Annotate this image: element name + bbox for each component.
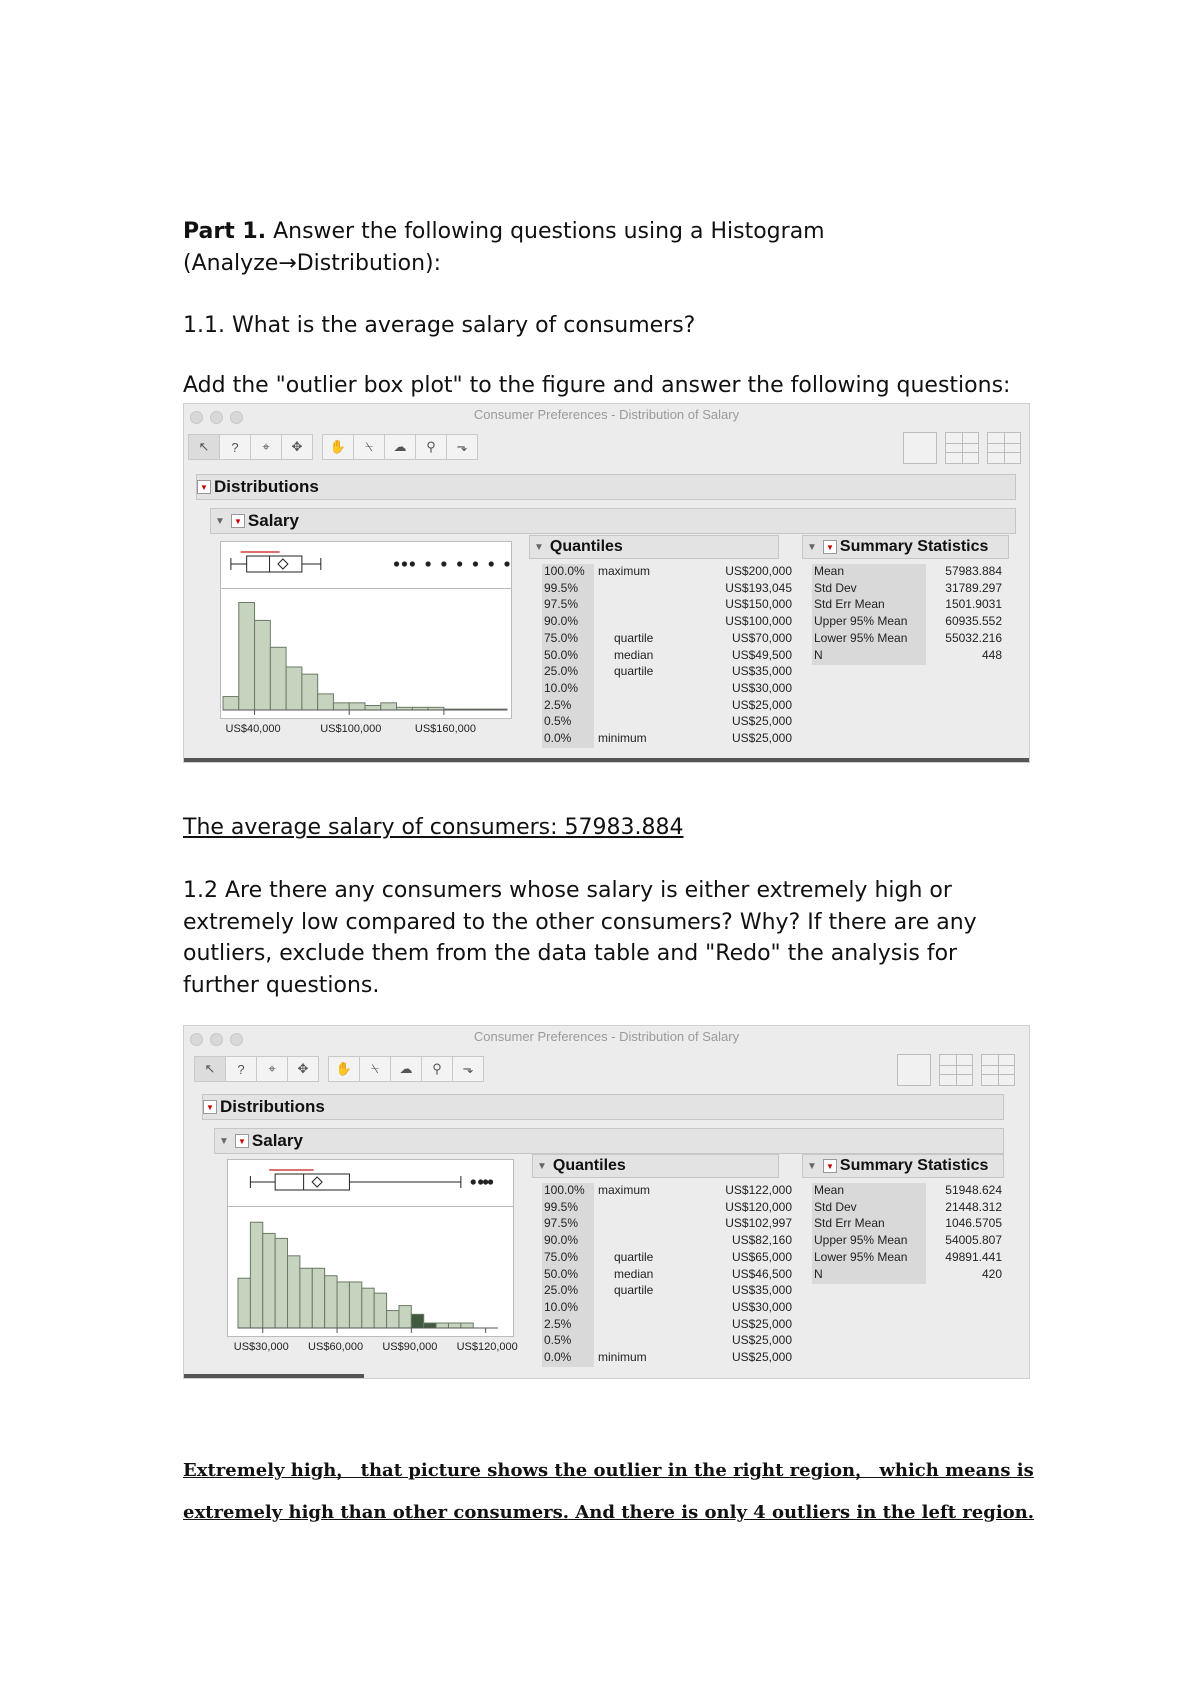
lasso-tool-icon[interactable]: ☁ — [384, 434, 416, 460]
quantile-label: median — [614, 1266, 654, 1281]
disclosure-triangle-icon[interactable]: ▼ — [807, 1160, 817, 1172]
outlier-point — [473, 561, 478, 566]
summary-row — [812, 631, 1002, 648]
magnifier-tool-icon[interactable]: ⚲ — [415, 434, 447, 460]
summary-label: Mean — [812, 1183, 926, 1200]
quantile-value: US$25,000 — [731, 1333, 792, 1348]
question-1-2-line: extremely low compared to the other consumers? Why? If there are any — [183, 910, 977, 935]
question-1-2-line: 1.2 Are there any consumers whose salary is either extremely high or — [183, 878, 952, 903]
x-tick-label: US$100,000 — [320, 723, 382, 735]
quantile-value: US$100,000 — [725, 614, 792, 629]
quantile-row — [542, 1267, 792, 1284]
histogram-bar — [365, 706, 381, 710]
histogram-bar — [411, 1314, 423, 1328]
quantile-value: US$35,000 — [731, 1283, 792, 1298]
outlier-point — [478, 1179, 483, 1184]
annotate-tool-icon[interactable]: ⬎ — [452, 1056, 484, 1082]
histogram-bar — [223, 697, 239, 710]
help-tool-icon[interactable]: ? — [219, 434, 251, 460]
distributions-header[interactable]: ▼ Distributions — [196, 474, 1016, 500]
summary-label: Mean — [812, 564, 926, 581]
summary-row — [812, 614, 1002, 631]
quantile-percent: 0.5% — [542, 714, 594, 731]
outlier-point — [489, 561, 494, 566]
quantile-value: US$49,500 — [731, 647, 792, 662]
quantile-percent: 25.0% — [542, 1283, 594, 1300]
histogram-chart — [221, 542, 511, 718]
lasso-tool-icon[interactable]: ☁ — [390, 1056, 422, 1082]
red-triangle-icon[interactable]: ▼ — [823, 540, 837, 554]
summary-row — [812, 1183, 1002, 1200]
salary-header[interactable]: ▼ ▼ Salary — [214, 1128, 1004, 1154]
histogram-bar — [302, 674, 318, 710]
quantile-percent: 10.0% — [542, 681, 594, 698]
summary-row — [812, 581, 1002, 598]
quantile-row — [542, 564, 792, 581]
summary-value: 49891.441 — [945, 1249, 1002, 1264]
quantile-value: US$150,000 — [725, 597, 792, 612]
window-titlebar — [184, 1026, 1029, 1050]
summary-row — [812, 597, 1002, 614]
quantile-row — [542, 631, 792, 648]
summary-value: 1501.9031 — [945, 597, 1002, 612]
summary-label: Lower 95% Mean — [812, 1250, 926, 1267]
summary-value: 55032.216 — [945, 630, 1002, 645]
x-tick-label: US$160,000 — [414, 723, 477, 735]
summary-label: Std Err Mean — [812, 1216, 926, 1233]
quantile-value: US$25,000 — [731, 714, 792, 729]
quantile-percent: 0.0% — [542, 731, 594, 748]
quantile-value: US$30,000 — [731, 680, 792, 695]
quantile-percent: 100.0% — [542, 564, 594, 581]
quantile-label: minimum — [598, 1350, 647, 1364]
summary-value: 21448.312 — [945, 1199, 1002, 1214]
quantile-row — [542, 1250, 792, 1267]
quantile-value: US$30,000 — [731, 1299, 792, 1314]
part-heading: Part 1. Answer the following questions using a Histogram — [183, 219, 825, 244]
quantile-percent: 90.0% — [542, 1233, 594, 1250]
crosshair-tool-icon[interactable]: ⌖ — [250, 434, 282, 460]
quantile-row — [542, 1350, 792, 1367]
histogram-bar — [288, 1256, 300, 1328]
quantile-value: US$25,000 — [731, 1350, 792, 1364]
histogram-bar — [374, 1293, 386, 1328]
summary-row — [812, 1233, 1002, 1250]
histogram-chart — [228, 1160, 513, 1336]
quantile-label: quartile — [614, 664, 654, 679]
summary-statistics-table — [812, 1183, 1002, 1293]
outlier-point — [488, 1179, 493, 1184]
instruction-text: Add the "outlier box plot" to the figure and answer the following questions: — [183, 373, 1011, 398]
histogram-bar — [300, 1268, 312, 1328]
quantile-percent: 97.5% — [542, 597, 594, 614]
summary-label: N — [812, 648, 926, 665]
summary-value: 420 — [981, 1266, 1002, 1281]
hand-tool-icon[interactable]: ✋ — [322, 434, 354, 460]
quantile-row — [542, 1317, 792, 1334]
answer-outliers-line: extremely high than other consumers. And there is only 4 outliers in the left region. — [183, 1502, 1035, 1523]
quantile-value: US$70,000 — [731, 630, 792, 645]
quantile-percent: 0.5% — [542, 1333, 594, 1350]
quantile-value: US$25,000 — [731, 731, 792, 745]
summary-statistics-header[interactable]: ▼ ▼ Summary Statistics — [802, 1154, 1004, 1178]
histogram-panel[interactable] — [220, 541, 512, 719]
quantiles-table — [542, 1183, 792, 1373]
quantile-percent: 99.5% — [542, 581, 594, 598]
quantile-row — [542, 1216, 792, 1233]
quantile-value: US$193,045 — [725, 580, 792, 595]
quantile-row — [542, 664, 792, 681]
help-tool-icon[interactable]: ? — [225, 1056, 257, 1082]
summary-label: Std Err Mean — [812, 597, 926, 614]
histogram-bar — [275, 1238, 287, 1328]
x-tick-label: US$90,000 — [382, 1341, 438, 1353]
outlier-point — [394, 561, 399, 566]
x-tick-label: US$40,000 — [225, 723, 281, 735]
question-1-1: 1.1. What is the average salary of consumers? — [183, 313, 696, 338]
quantile-percent: 2.5% — [542, 1317, 594, 1334]
summary-value: 31789.297 — [945, 580, 1002, 595]
salary-header[interactable]: ▼ ▼ Salary — [210, 508, 1016, 534]
quantiles-header[interactable]: ▼ Quantiles — [529, 535, 779, 559]
report-icon[interactable] — [897, 1054, 931, 1086]
part-heading-line2: (Analyze→Distribution): — [183, 251, 442, 276]
quantile-row — [542, 1183, 792, 1200]
answer-outliers-line: Extremely high， that picture shows the outlier in the right region， which means is — [183, 1460, 1034, 1481]
histogram-bar — [333, 703, 349, 710]
quantile-row — [542, 1283, 792, 1300]
histogram-bar — [448, 1323, 460, 1328]
quantile-row — [542, 648, 792, 665]
quantile-percent: 10.0% — [542, 1300, 594, 1317]
quantile-percent: 75.0% — [542, 1250, 594, 1267]
red-triangle-icon[interactable]: ▼ — [235, 1134, 249, 1148]
histogram-bar — [250, 1222, 262, 1328]
histogram-bar — [318, 694, 334, 710]
answer-average-salary: The average salary of consumers: 57983.884 — [183, 815, 684, 840]
summary-label: Std Dev — [812, 1200, 926, 1217]
quantile-percent: 25.0% — [542, 664, 594, 681]
quantile-row — [542, 731, 792, 748]
quantile-row — [542, 1333, 792, 1350]
histogram-bar — [239, 602, 255, 710]
window-titlebar — [184, 404, 1029, 428]
data-table-icon[interactable] — [939, 1054, 973, 1086]
quantile-row — [542, 614, 792, 631]
histogram-bar — [238, 1278, 250, 1328]
histogram-bar — [337, 1282, 349, 1328]
quantile-label: maximum — [598, 1183, 651, 1197]
outlier-point — [426, 561, 431, 566]
quantile-percent: 90.0% — [542, 614, 594, 631]
quantile-value: US$122,000 — [725, 1183, 792, 1197]
histogram-bar — [461, 1323, 473, 1328]
quantile-value: US$65,000 — [731, 1249, 792, 1264]
magnifier-tool-icon[interactable]: ⚲ — [421, 1056, 453, 1082]
move-tool-icon[interactable]: ✥ — [287, 1056, 319, 1082]
disclosure-triangle-icon[interactable]: ▼ — [219, 1135, 229, 1147]
histogram-bar — [263, 1233, 275, 1328]
quantile-value: US$120,000 — [725, 1199, 792, 1214]
quantile-label: median — [614, 647, 654, 662]
summary-label: Std Dev — [812, 581, 926, 598]
summary-statistics-table — [812, 564, 1002, 674]
outlier-point — [504, 561, 509, 566]
annotate-tool-icon[interactable]: ⬎ — [446, 434, 478, 460]
histogram-bar — [424, 1323, 436, 1328]
quantile-row — [542, 698, 792, 715]
summary-row — [812, 1216, 1002, 1233]
toolbar — [184, 1050, 1029, 1090]
quantile-percent: 97.5% — [542, 1216, 594, 1233]
quantile-label: minimum — [598, 731, 647, 745]
arrow-tool-icon[interactable]: ↖ — [188, 434, 220, 460]
outlier-point — [410, 561, 415, 566]
box-iqr — [247, 556, 302, 572]
brush-tool-icon[interactable]: ⍀ — [353, 434, 385, 460]
disclosure-triangle-icon[interactable]: ▼ — [537, 1160, 547, 1172]
report-icon[interactable] — [903, 432, 937, 464]
quantile-value: US$46,500 — [731, 1266, 792, 1281]
quantile-percent: 99.5% — [542, 1200, 594, 1217]
summary-value: 54005.807 — [945, 1233, 1002, 1248]
summary-value: 57983.884 — [945, 564, 1002, 578]
histogram-bar — [436, 1323, 448, 1328]
summary-label: Upper 95% Mean — [812, 1233, 926, 1250]
x-tick-label: US$60,000 — [308, 1341, 364, 1353]
summary-row — [812, 1267, 1002, 1284]
quantile-percent: 2.5% — [542, 698, 594, 715]
summary-value: 448 — [981, 647, 1002, 662]
red-triangle-icon[interactable]: ▼ — [197, 480, 211, 494]
question-1-2-line: further questions. — [183, 973, 380, 998]
hand-tool-icon[interactable]: ✋ — [328, 1056, 360, 1082]
distributions-header[interactable]: ▼ Distributions — [202, 1094, 1004, 1120]
quantile-row — [542, 581, 792, 598]
crosshair-tool-icon[interactable]: ⌖ — [256, 1056, 288, 1082]
quantile-row — [542, 1233, 792, 1250]
red-triangle-icon[interactable]: ▼ — [203, 1100, 217, 1114]
brush-tool-icon[interactable]: ⍀ — [359, 1056, 391, 1082]
arrow-tool-icon[interactable]: ↖ — [194, 1056, 226, 1082]
quantile-label: quartile — [614, 1283, 654, 1298]
histogram-bar — [325, 1276, 337, 1328]
summary-value: 51948.624 — [945, 1183, 1002, 1197]
histogram-bar — [270, 647, 286, 710]
histogram-bar — [255, 620, 271, 710]
quantiles-header[interactable]: ▼ Quantiles — [532, 1154, 779, 1178]
summary-row — [812, 1200, 1002, 1217]
quantile-value: US$102,997 — [725, 1216, 792, 1231]
outlier-point — [471, 1179, 476, 1184]
window-title: Consumer Preferences - Distribution of Salary — [473, 407, 740, 422]
quantile-label: maximum — [598, 564, 651, 578]
histogram-bar — [387, 1311, 399, 1328]
summary-row — [812, 648, 1002, 665]
summary-label: Upper 95% Mean — [812, 614, 926, 631]
quantile-percent: 100.0% — [542, 1183, 594, 1200]
quantile-value: US$200,000 — [725, 564, 792, 578]
window-title: Consumer Preferences - Distribution of Salary — [473, 1029, 740, 1044]
quantile-row — [542, 1300, 792, 1317]
quantile-value: US$35,000 — [731, 664, 792, 679]
jmp-window-2 — [183, 1025, 1030, 1379]
jmp-window-1 — [183, 403, 1030, 763]
summary-row — [812, 1250, 1002, 1267]
quantile-percent: 50.0% — [542, 648, 594, 665]
quantile-row — [542, 681, 792, 698]
columns-icon[interactable] — [987, 432, 1021, 464]
quantile-row — [542, 1200, 792, 1217]
summary-statistics-header[interactable]: ▼ ▼ Summary Statistics — [802, 535, 1009, 559]
histogram-panel[interactable] — [227, 1159, 514, 1337]
red-triangle-icon[interactable]: ▼ — [823, 1159, 837, 1173]
histogram-bar — [286, 667, 302, 710]
question-1-2-line: outliers, exclude them from the data table and "Redo" the analysis for — [183, 941, 958, 966]
toolbar — [184, 428, 1029, 468]
histogram-bar — [399, 1306, 411, 1328]
quantile-percent: 50.0% — [542, 1267, 594, 1284]
quantiles-table — [542, 564, 792, 754]
quantile-percent: 75.0% — [542, 631, 594, 648]
outlier-point — [483, 1179, 488, 1184]
quantile-value: US$82,160 — [731, 1233, 792, 1248]
x-tick-label: US$30,000 — [233, 1341, 289, 1353]
disclosure-triangle-icon[interactable]: ▼ — [534, 541, 544, 553]
disclosure-triangle-icon[interactable]: ▼ — [215, 515, 225, 527]
x-tick-label: US$120,000 — [456, 1341, 518, 1353]
quantile-label: quartile — [614, 1249, 654, 1264]
histogram-bar — [381, 703, 397, 710]
histogram-bar — [312, 1268, 324, 1328]
outlier-point — [441, 561, 446, 566]
quantile-percent: 0.0% — [542, 1350, 594, 1367]
red-triangle-icon[interactable]: ▼ — [231, 514, 245, 528]
quantile-value: US$25,000 — [731, 697, 792, 712]
disclosure-triangle-icon[interactable]: ▼ — [807, 541, 817, 553]
histogram-bar — [362, 1288, 374, 1328]
quantile-row — [542, 597, 792, 614]
summary-value: 1046.5705 — [945, 1216, 1002, 1231]
histogram-bar — [349, 1282, 361, 1328]
summary-label: N — [812, 1267, 926, 1284]
quantile-row — [542, 714, 792, 731]
summary-value: 60935.552 — [945, 614, 1002, 629]
summary-row — [812, 564, 1002, 581]
histogram-bar — [349, 703, 365, 710]
outlier-point — [402, 561, 407, 566]
summary-label: Lower 95% Mean — [812, 631, 926, 648]
columns-icon[interactable] — [981, 1054, 1015, 1086]
data-table-icon[interactable] — [945, 432, 979, 464]
move-tool-icon[interactable]: ✥ — [281, 434, 313, 460]
outlier-point — [457, 561, 462, 566]
quantile-label: quartile — [614, 630, 654, 645]
quantile-value: US$25,000 — [731, 1316, 792, 1331]
